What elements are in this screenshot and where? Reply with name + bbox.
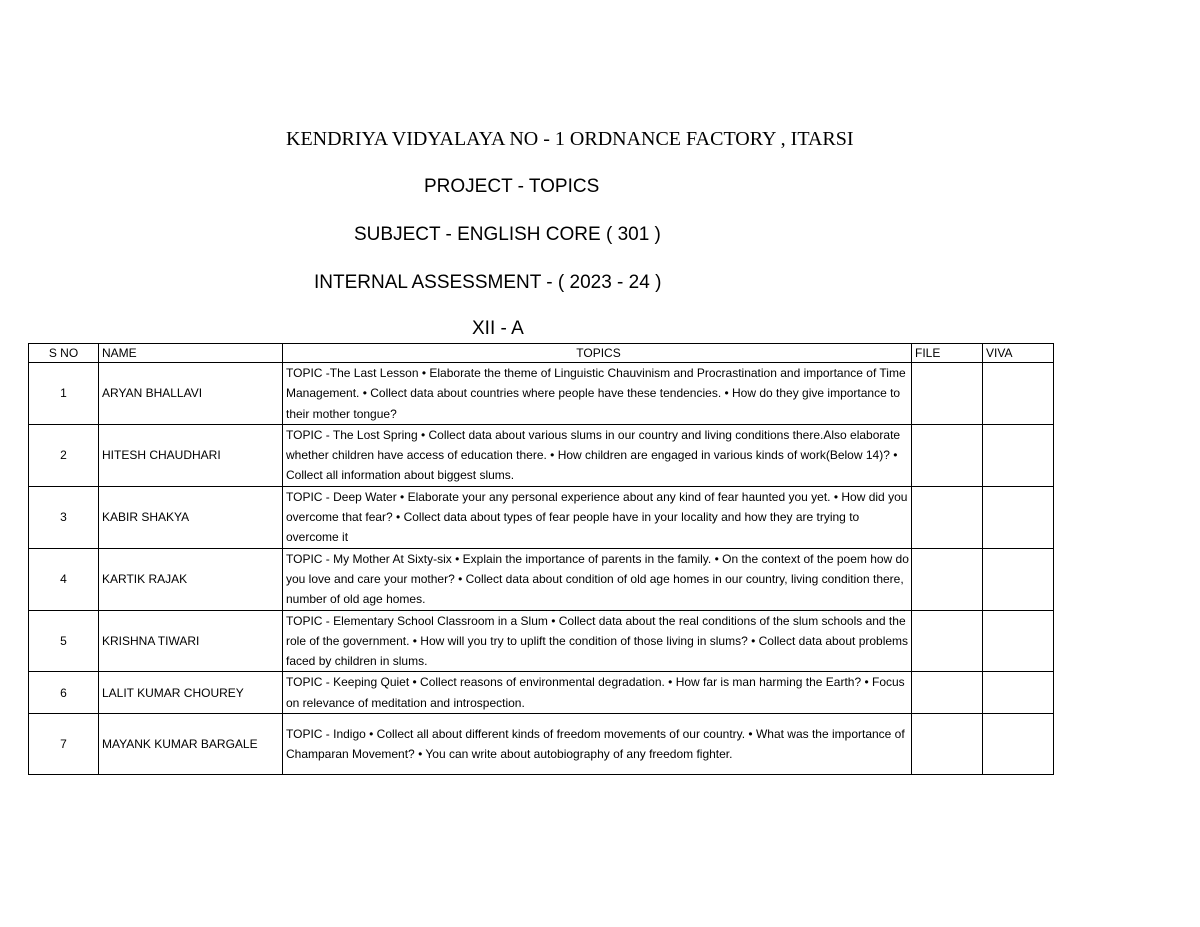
table-row [29, 363, 1054, 425]
file-cell[interactable] [912, 486, 983, 548]
column-header-file: FILE [912, 344, 983, 363]
table-row [29, 486, 1054, 548]
sno-cell: 7 [29, 714, 99, 775]
file-cell[interactable] [912, 714, 983, 775]
project-heading: PROJECT - TOPICS [424, 176, 600, 197]
column-header-name: NAME [99, 344, 283, 363]
viva-cell[interactable] [983, 714, 1054, 775]
sno-cell: 5 [29, 610, 99, 672]
sno-cell: 6 [29, 672, 99, 714]
name-cell: ARYAN BHALLAVI [99, 363, 283, 425]
table-row [29, 548, 1054, 610]
sno-cell: 4 [29, 548, 99, 610]
file-cell[interactable] [912, 672, 983, 714]
sno-cell: 1 [29, 363, 99, 425]
subject-heading: SUBJECT - ENGLISH CORE ( 301 ) [354, 224, 661, 245]
viva-cell[interactable] [983, 610, 1054, 672]
file-cell[interactable] [912, 363, 983, 425]
viva-cell[interactable] [983, 424, 1054, 486]
viva-cell[interactable] [983, 548, 1054, 610]
school-title: KENDRIYA VIDYALAYA NO - 1 ORDNANCE FACTORY , ITARSI [286, 128, 854, 150]
table-row [29, 672, 1054, 714]
name-cell: KRISHNA TIWARI [99, 610, 283, 672]
name-cell: KABIR SHAKYA [99, 486, 283, 548]
table-row [29, 714, 1054, 775]
table-row [29, 424, 1054, 486]
topic-cell: TOPIC - Indigo • Collect all about different kinds of freedom movements of our country. • What was the importance of Champaran Movement? • You can write about autobiography of any freedom fighter. [283, 714, 912, 775]
column-header-topics: TOPICS [283, 344, 912, 363]
topic-cell: TOPIC - Keeping Quiet • Collect reasons of environmental degradation. • How far is man harming the Earth? • Focus on relevance of meditation and introspection. [283, 672, 912, 714]
column-header-sno: S NO [29, 344, 99, 363]
topic-cell: TOPIC - Elementary School Classroom in a Slum • Collect data about the real conditions of the slum schools and the role of the government. • How will you try to uplift the condition of those living in slums? • Collect data about problems faced by children in slums. [283, 610, 912, 672]
topic-cell: TOPIC -The Last Lesson • Elaborate the theme of Linguistic Chauvinism and Procrastination and importance of Time Management. • Collect data about countries where people have these tendencies. • How do they give importance to their mother tongue? [283, 363, 912, 425]
table-row [29, 610, 1054, 672]
table-header-row [29, 344, 1054, 363]
viva-cell[interactable] [983, 486, 1054, 548]
viva-cell[interactable] [983, 363, 1054, 425]
viva-cell[interactable] [983, 672, 1054, 714]
name-cell: MAYANK KUMAR BARGALE [99, 714, 283, 775]
topic-cell: TOPIC - The Lost Spring • Collect data about various slums in our country and living conditions there.Also elaborate whether children have access of education there. • How children are engaged in various kinds of work(Below 14)? • Collect all information about biggest slums. [283, 424, 912, 486]
topics-table [28, 343, 1054, 775]
sno-cell: 3 [29, 486, 99, 548]
topic-cell: TOPIC - My Mother At Sixty-six • Explain the importance of parents in the family. • On the context of the poem how do you love and care your mother? • Collect data about condition of old age homes in our country, living condition there, number of old age homes. [283, 548, 912, 610]
file-cell[interactable] [912, 548, 983, 610]
sno-cell: 2 [29, 424, 99, 486]
column-header-viva: VIVA [983, 344, 1054, 363]
file-cell[interactable] [912, 610, 983, 672]
file-cell[interactable] [912, 424, 983, 486]
name-cell: KARTIK RAJAK [99, 548, 283, 610]
name-cell: HITESH CHAUDHARI [99, 424, 283, 486]
topic-cell: TOPIC - Deep Water • Elaborate your any personal experience about any kind of fear haunted you yet. • How did you overcome that fear? • Collect data about types of fear people have in your locality and how they are trying to overcome it [283, 486, 912, 548]
name-cell: LALIT KUMAR CHOUREY [99, 672, 283, 714]
class-heading: XII - A [472, 318, 524, 339]
assessment-heading: INTERNAL ASSESSMENT - ( 2023 - 24 ) [314, 272, 662, 293]
